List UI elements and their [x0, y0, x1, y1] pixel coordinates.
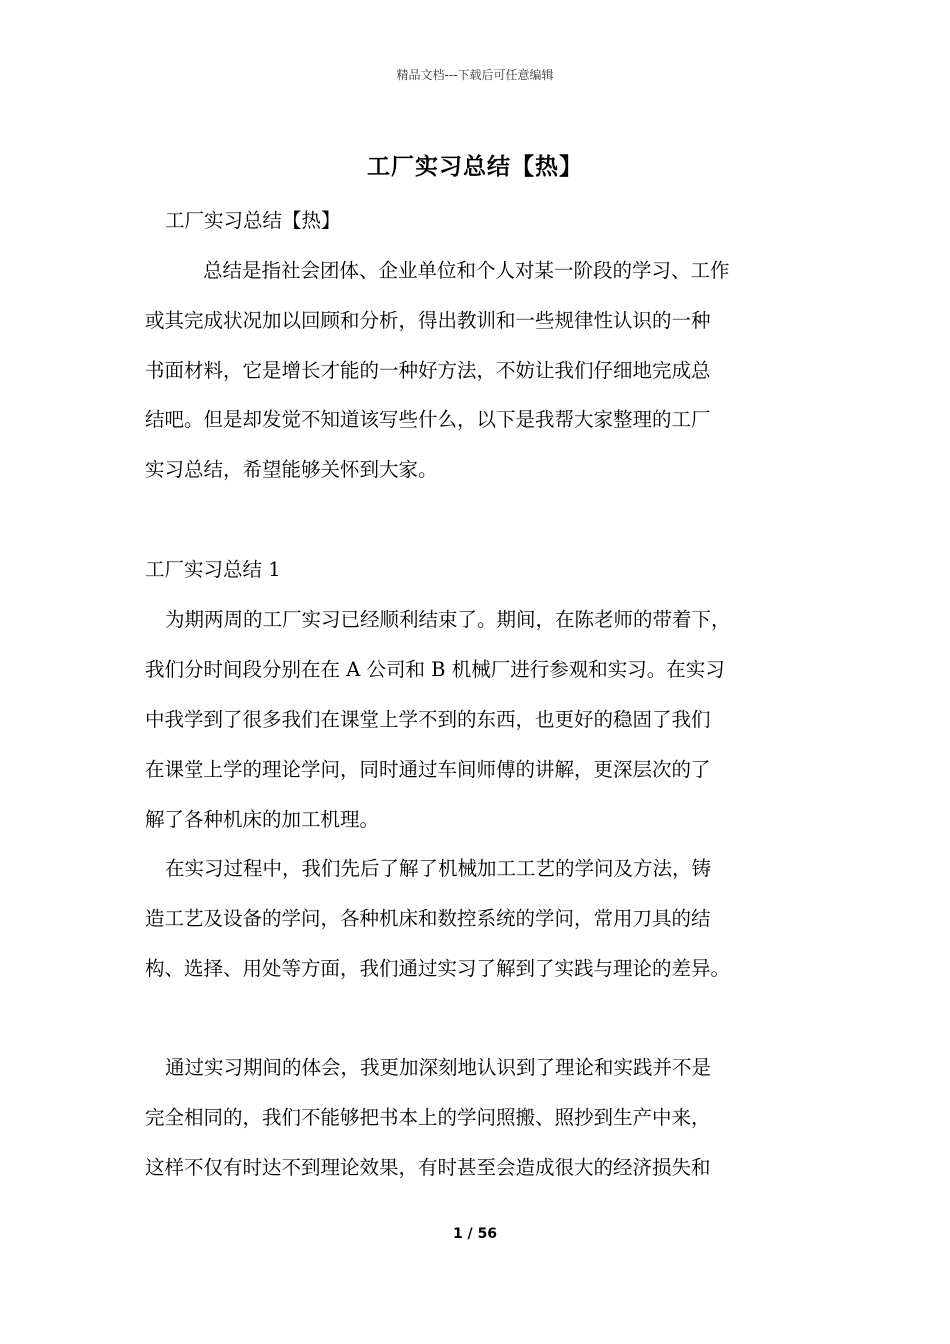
paragraph-line: 解了各种机床的加工机理。 — [145, 808, 380, 831]
paragraph-line: 在课堂上学的理论学问，同时通过车间师傅的讲解，更深层次的了 — [145, 758, 711, 781]
paragraph-line: 总结是指社会团体、企业单位和个人对某一阶段的学习、工作 — [203, 259, 730, 282]
paragraph-line: 书面材料，它是增长才能的一种好方法，不妨让我们仔细地完成总 — [145, 359, 711, 382]
section-heading: 工厂实习总结 1 — [145, 558, 281, 581]
total-pages: 56 — [477, 1226, 498, 1242]
subtitle-line: 工厂实习总结【热】 — [165, 209, 341, 232]
paragraph-line: 我们分时间段分别在在 A 公司和 B 机械厂进行参观和实习。在实习 — [145, 658, 725, 681]
paragraph-line: 造工艺及设备的学问，各种机床和数控系统的学问，常用刀具的结 — [145, 907, 711, 930]
paragraph-line: 为期两周的工厂实习已经顺利结束了。期间，在陈老师的带着下， — [165, 608, 731, 631]
paragraph-line: 结吧。但是却发觉不知道该写些什么，以下是我帮大家整理的工厂 — [145, 408, 711, 431]
paragraph-line: 构、选择、用处等方面，我们通过实习了解到了实践与理论的差异。 — [145, 957, 731, 980]
paragraph-line: 或其完成状况加以回顾和分析，得出教训和一些规律性认识的一种 — [145, 309, 711, 332]
paragraph-line: 这样不仅有时达不到理论效果，有时甚至会造成很大的经济损失和 — [145, 1156, 711, 1179]
paragraph-line: 完全相同的，我们不能够把书本上的学问照搬、照抄到生产中来， — [145, 1106, 711, 1129]
paragraph-line: 中我学到了很多我们在课堂上学不到的东西，也更好的稳固了我们 — [145, 708, 711, 731]
page-header: 精品文档---下载后可任意编辑 — [396, 68, 554, 82]
current-page: 1 — [452, 1226, 463, 1242]
paragraph-line: 通过实习期间的体会，我更加深刻地认识到了理论和实践并不是 — [165, 1056, 712, 1079]
paragraph-line: 实习总结，希望能够关怀到大家。 — [145, 458, 438, 481]
page-number — [0, 1226, 950, 1242]
document-title: 工厂实习总结【热】 — [367, 153, 583, 180]
paragraph-line: 在实习过程中，我们先后了解了机械加工工艺的学问及方法，铸 — [165, 857, 712, 880]
page-separator: / — [462, 1226, 478, 1242]
